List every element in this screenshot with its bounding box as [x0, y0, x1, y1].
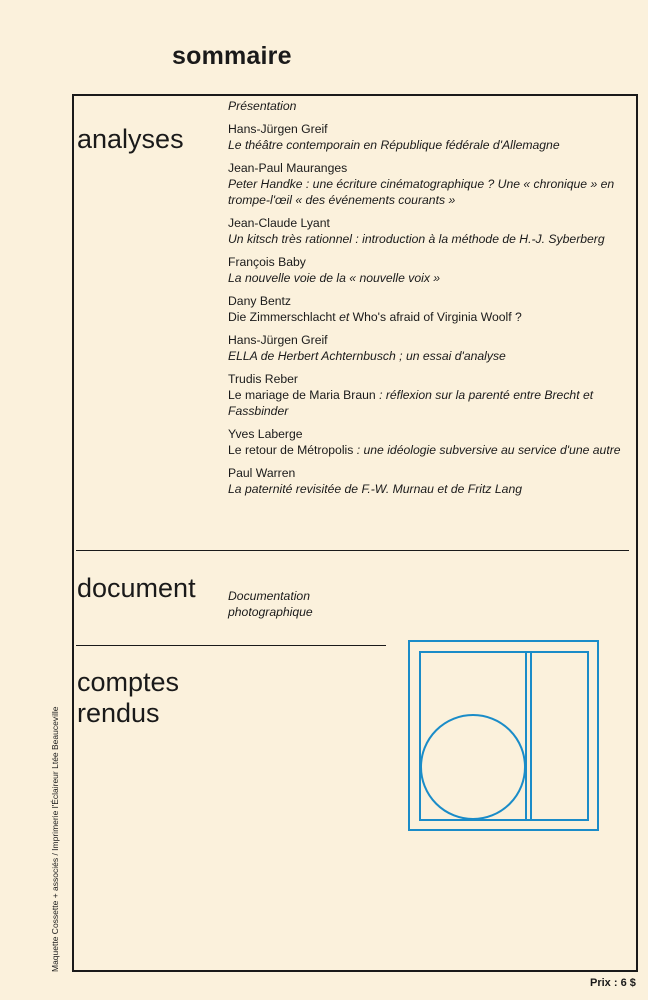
- entry-author: Yves Laberge: [228, 427, 303, 441]
- entry-author: Trudis Reber: [228, 372, 298, 386]
- section-divider: [76, 550, 629, 551]
- logo-inner-square: [420, 652, 588, 820]
- entry-title: [228, 309, 624, 325]
- list-item-presentation: [228, 98, 624, 114]
- entry-author: Jean-Paul Mauranges: [228, 161, 348, 175]
- list-item: [228, 371, 624, 419]
- entry-author: Paul Warren: [228, 466, 296, 480]
- document-description: [228, 588, 378, 620]
- entry-author: François Baby: [228, 255, 306, 269]
- entry-title: La paternité revisitée de F.-W. Murnau et de Fritz Lang: [228, 482, 522, 496]
- logo-outer-square: [409, 641, 598, 830]
- entry-title-part: Le mariage de Maria Braun: [228, 388, 376, 402]
- entry-author: Jean-Claude Lyant: [228, 216, 330, 230]
- entry-title: Le théâtre contemporain en République fédérale d'Allemagne: [228, 138, 560, 152]
- printer-credits: Maquette Cossette + associés / Imprimerie l'Éclaireur Ltée Beauceville: [50, 706, 60, 972]
- section-label-line: rendus: [77, 698, 160, 728]
- document-description-line: photographique: [228, 605, 313, 619]
- analyses-contents: [228, 98, 624, 504]
- document-description-line: Documentation: [228, 589, 310, 603]
- entry-title-part: : une idéologie subversive au service d'une autre: [353, 443, 621, 457]
- list-item: [228, 332, 624, 364]
- section-label-line: comptes: [77, 667, 180, 697]
- entry-author: Hans-Jürgen Greif: [228, 333, 328, 347]
- list-item: [228, 254, 624, 286]
- entry-title: Peter Handke : une écriture cinématographique ? Une « chronique » en trompe-l'œil « des événements courants »: [228, 177, 615, 207]
- section-comptes-rendus-label: [77, 667, 179, 729]
- section-document-label: document: [77, 573, 196, 603]
- list-item: [228, 121, 624, 153]
- entry-title-part: et: [339, 310, 350, 324]
- section-analyses-label: analyses: [77, 124, 184, 154]
- entry-title-part: : réflexion sur la parenté entre Brecht et Fassbinder: [228, 388, 594, 418]
- entry-author: Dany Bentz: [228, 294, 292, 308]
- list-item: [228, 426, 624, 458]
- journal-logo: [408, 640, 600, 832]
- list-item: [228, 215, 624, 247]
- entry-title: [228, 442, 624, 458]
- entry-title-part: Le retour de Métropolis: [228, 443, 354, 457]
- presentation-title: Présentation: [228, 99, 297, 113]
- price-label: Prix : 6 $: [590, 977, 636, 989]
- list-item: [228, 465, 624, 497]
- page-title: sommaire: [172, 42, 292, 70]
- list-item: [228, 293, 624, 325]
- entry-title-part: Die Zimmerschlacht: [228, 310, 340, 324]
- entry-title: [228, 387, 624, 419]
- logo-circle: [421, 715, 525, 819]
- section-divider: [76, 645, 386, 646]
- entry-title: La nouvelle voie de la « nouvelle voix »: [228, 271, 441, 285]
- entry-title: ELLA de Herbert Achternbusch ; un essai d'analyse: [228, 349, 506, 363]
- entry-title: Un kitsch très rationnel : introduction à la méthode de H.-J. Syberberg: [228, 232, 605, 246]
- entry-author: Hans-Jürgen Greif: [228, 122, 328, 136]
- list-item: [228, 160, 624, 208]
- entry-title-part: Who's afraid of Virginia Woolf ?: [349, 310, 522, 324]
